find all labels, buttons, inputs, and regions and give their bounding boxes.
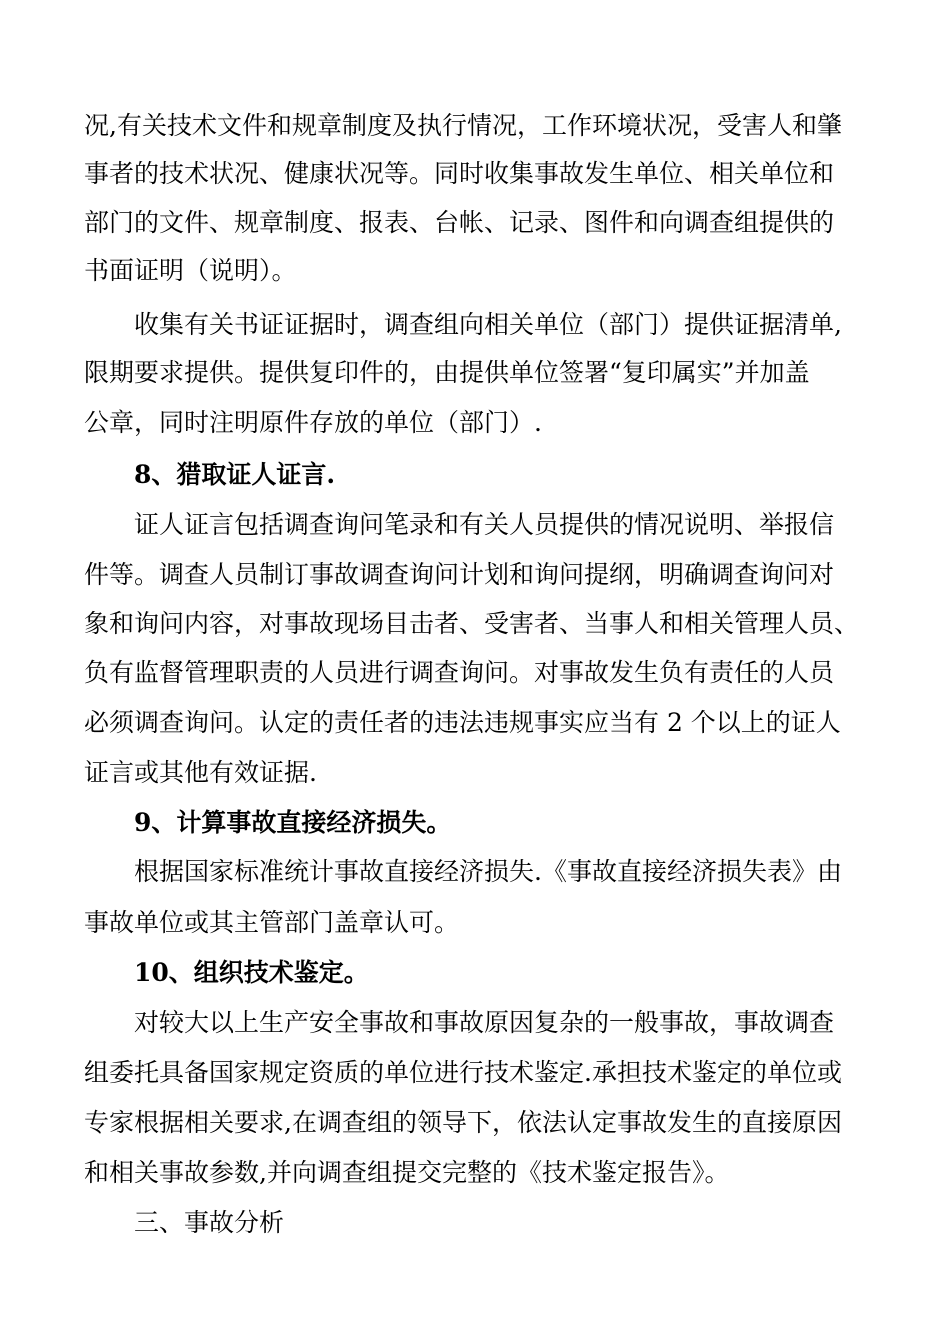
paragraph-first-line: 收集有关书证证据时，调查组向相关单位（部门）提供证据清单, [134, 310, 842, 339]
chapter-heading: 三、事故分析 [134, 1208, 285, 1237]
paragraph-first-line: 根据国家标准统计事故直接经济损失.《事故直接经济损失表》由 [134, 857, 842, 886]
body-text-line: 事者的技术状况、健康状况等。同时收集事故发生单位、相关单位和 [84, 159, 835, 188]
body-text-line: 限期要求提供。提供复印件的，由提供单位签署“复印属实”并加盖 [84, 358, 810, 387]
body-text-line: 事故单位或其主管部门盖章认可。 [84, 908, 460, 937]
body-text-line: 组委托具备国家规定资质的单位进行技术鉴定.承担技术鉴定的单位或 [84, 1058, 842, 1087]
body-text-line: 公章，同时注明原件存放的单位（部门）. [84, 408, 542, 437]
section-heading-10: 10、组织技术鉴定。 [134, 958, 369, 987]
paragraph-first-line: 对较大以上生产安全事故和事故原因复杂的一般事故，事故调查 [134, 1008, 835, 1037]
body-text-line: 书面证明（说明）。 [84, 256, 297, 285]
body-text-line: 和相关事故参数,并向调查组提交完整的《技术鉴定报告》。 [84, 1158, 730, 1187]
section-heading-8: 8、猎取证人证言. [134, 460, 336, 489]
body-text-line: 专家根据相关要求,在调查组的领导下，依法认定事故发生的直接原因 [84, 1108, 842, 1137]
paragraph-first-line: 证人证言包括调查询问笔录和有关人员提供的情况说明、举报信 [134, 510, 835, 539]
section-heading-9: 9、计算事故直接经济损失。 [134, 808, 452, 837]
body-text-line: 部门的文件、规章制度、报表、台帐、记录、图件和向调查组提供的 [84, 208, 835, 237]
body-text-line: 件等。调查人员制订事故调查询问计划和询问提纲，明确调查询问对 [84, 560, 835, 589]
body-text-line: 象和询问内容，对事故现场目击者、受害者、当事人和相关管理人员、 [84, 609, 860, 638]
body-text-line: 证言或其他有效证据. [84, 758, 317, 787]
body-text-line: 必须调查询问。认定的责任者的违法违规事实应当有 2 个以上的证人 [84, 708, 841, 737]
body-text-line: 负有监督管理职责的人员进行调查询问。对事故发生负有责任的人员 [84, 658, 835, 687]
body-text-line: 况,有关技术文件和规章制度及执行情况，工作环境状况，受害人和肇 [84, 111, 842, 140]
